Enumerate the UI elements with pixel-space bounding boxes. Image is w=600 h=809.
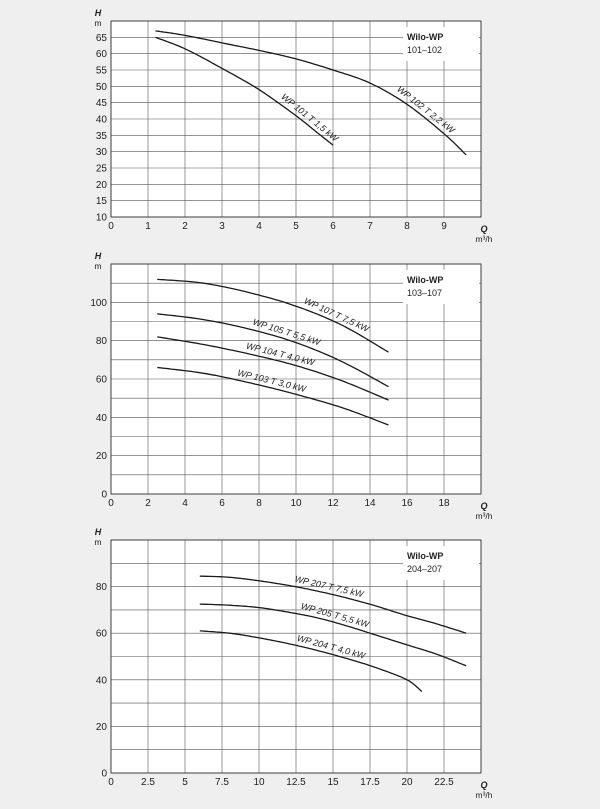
y-axis-label: H xyxy=(94,8,102,18)
y-tick-label: 60 xyxy=(95,49,107,61)
x-tick-label: 9 xyxy=(441,221,447,232)
x-tick-label: 8 xyxy=(256,498,262,509)
x-tick-label: 16 xyxy=(401,498,413,509)
chart-panel-2 xyxy=(90,251,492,521)
x-tick-label: 15 xyxy=(327,777,339,788)
y-tick-label: 60 xyxy=(95,374,107,386)
x-tick-label: 6 xyxy=(330,221,336,232)
x-axis-unit: m³/h xyxy=(475,790,493,800)
y-tick-label: 35 xyxy=(95,130,107,142)
y-tick-label: 40 xyxy=(95,114,107,126)
y-tick-label: 20 xyxy=(95,451,107,463)
chart-title: Wilo-WP xyxy=(407,275,444,285)
x-axis-label: Q xyxy=(480,780,488,790)
x-tick-label: 2 xyxy=(145,498,151,509)
x-axis-label: Q xyxy=(480,224,488,234)
y-tick-label: 40 xyxy=(95,675,107,687)
y-tick-label: 0 xyxy=(101,768,107,780)
x-tick-label: 12 xyxy=(327,498,339,509)
x-tick-label: 5 xyxy=(293,221,299,232)
x-tick-label: 4 xyxy=(256,221,262,232)
x-tick-label: 2.5 xyxy=(141,777,155,788)
y-tick-label: 50 xyxy=(95,81,107,93)
x-tick-label: 5 xyxy=(182,777,188,788)
y-tick-label: 65 xyxy=(95,32,107,44)
chart-subtitle: 204–207 xyxy=(407,564,443,574)
x-tick-label: 3 xyxy=(219,221,225,232)
x-tick-label: 17.5 xyxy=(360,777,380,788)
x-axis-label: Q xyxy=(480,501,488,511)
x-axis-unit: m³/h xyxy=(475,511,493,521)
x-tick-label: 7 xyxy=(367,221,373,232)
chart-title: Wilo-WP xyxy=(407,32,444,42)
y-tick-label: 55 xyxy=(95,65,107,77)
x-tick-label: 14 xyxy=(364,498,376,509)
y-axis-unit: m xyxy=(94,537,102,547)
x-tick-label: 0 xyxy=(108,498,114,509)
series-label: WP 102 T 2,2 kW xyxy=(395,83,457,136)
y-tick-label: 20 xyxy=(95,179,107,191)
x-tick-label: 8 xyxy=(404,221,410,232)
x-tick-label: 22.5 xyxy=(434,777,454,788)
x-tick-label: 1 xyxy=(145,221,151,232)
x-tick-label: 7.5 xyxy=(215,777,229,788)
x-tick-label: 12.5 xyxy=(286,777,306,788)
x-tick-label: 6 xyxy=(219,498,225,509)
x-tick-label: 20 xyxy=(401,777,413,788)
y-tick-label: 15 xyxy=(95,196,107,208)
chart-panel-1 xyxy=(94,8,492,244)
x-tick-label: 10 xyxy=(253,777,265,788)
series-label: WP 104 T 4,0 kW xyxy=(245,340,316,368)
y-tick-label: 45 xyxy=(95,98,107,110)
y-tick-label: 30 xyxy=(95,147,107,159)
x-tick-label: 4 xyxy=(182,498,188,509)
y-tick-label: 40 xyxy=(95,412,107,424)
y-tick-label: 0 xyxy=(101,489,107,501)
y-tick-label: 60 xyxy=(95,628,107,640)
x-tick-label: 10 xyxy=(290,498,302,509)
series-label: WP 107 T 7,5 kW xyxy=(302,295,371,335)
x-axis-unit: m³/h xyxy=(475,234,493,244)
series-label: WP 204 T 4,0 kW xyxy=(295,632,367,661)
y-tick-label: 100 xyxy=(90,297,107,309)
x-tick-label: 2 xyxy=(182,221,188,232)
chart-title: Wilo-WP xyxy=(407,551,444,561)
y-axis-label: H xyxy=(94,527,102,537)
chart-subtitle: 103–107 xyxy=(407,288,443,298)
y-tick-label: 80 xyxy=(95,336,107,348)
series-label: WP 105 T 5,5 kW xyxy=(251,316,322,348)
series-label: WP 103 T 3,0 kW xyxy=(236,367,307,395)
y-tick-label: 25 xyxy=(95,163,107,175)
x-tick-label: 18 xyxy=(438,498,450,509)
x-tick-label: 0 xyxy=(108,221,114,232)
y-tick-label: 80 xyxy=(95,582,107,594)
y-tick-label: 20 xyxy=(95,721,107,733)
series-label: WP 101 T 1,5 kW xyxy=(279,91,341,144)
y-tick-label: 10 xyxy=(95,212,107,224)
x-tick-label: 0 xyxy=(108,777,114,788)
series-label: WP 207 T 7,5 kW xyxy=(293,573,365,600)
series-label: WP 205 T 5,5 kW xyxy=(299,600,371,630)
chart-panel-3 xyxy=(94,527,492,800)
chart-subtitle: 101–102 xyxy=(407,45,443,55)
y-axis-label: H xyxy=(94,251,102,261)
y-axis-unit: m xyxy=(94,18,102,28)
y-axis-unit: m xyxy=(94,261,102,271)
